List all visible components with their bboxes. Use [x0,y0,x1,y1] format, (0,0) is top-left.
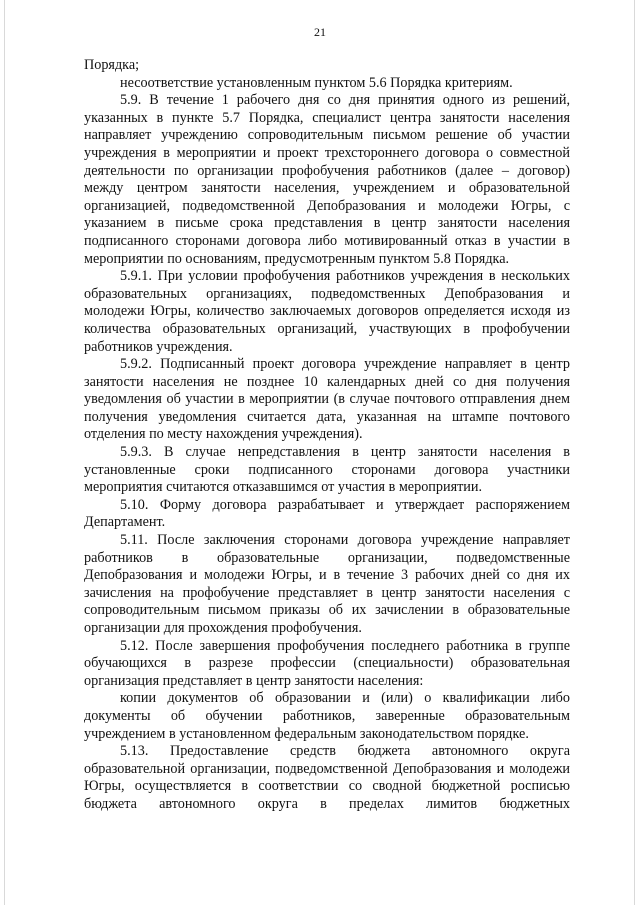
paragraph: 5.12. После завершения профобучения последнего работника в группе обучающихся в разрезе профессии (специальности) образовательная организация представляет в центр занятости населения: [84,637,570,689]
paragraph: несоответствие установленным пунктом 5.6 Порядка критериям. [120,74,513,91]
scan-edge-right [634,0,635,905]
scan-edge-left [4,0,5,905]
paragraph: 5.9.2. Подписанный проект договора учреждение направляет в центр занятости населения не позднее 10 календарных дней со дня получения уведомления об участии в мероприятии (в случае почтового отправления днем получения уведомления считается дата, указанная на штампе почтового отделения по месту нахождения учреждения). [84,356,570,443]
paragraph: 5.9.1. При условии профобучения работников учреждения в нескольких образовательных организациях, подведомственных Депобразования и молодежи Югры, количество заключаемых договоров определяется исходя из количества образовательных организаций, участвующих в профобучении работников учреждения. [84,268,570,355]
paragraph: Порядка; [84,57,140,73]
paragraph: 5.11. После заключения сторонами договора учреждение направляет работников в образовательные организации, подведомственные Депобразования и молодежи Югры, и в течение 3 рабочих дней со дня их зачисления на профобучение представляет в центр занятости населения с сопроводительным письмом приказы об их зачислении в образовательные организации для прохождения профобучения. [84,532,570,636]
paragraph: 5.9.3. В случае непредставления в центр занятости населения в установленные сроки подписанного сторонами договора участники мероприятия считаются отказавшимся от участия в мероприятии. [84,444,570,496]
page-number: 21 [314,25,326,39]
paragraph: копии документов об образовании и (или) о квалификации либо документы об обучении работников, заверенные образовательным учреждением в установленном федеральным законодательством порядке. [84,690,570,742]
paragraph: 5.13. Предоставление средств бюджета автономного округа образовательной организации, подведомственной Депобразования и молодежи Югры, осуществляется в соответствии со сводной бюджетной росписью бюджета автономного округа в пределах лимитов бюджетных [84,743,570,812]
paragraph: 5.9. В течение 1 рабочего дня со дня принятия одного из решений, указанных в пункте 5.7 Порядка, специалист центра занятости населения направляет учреждению сопроводительным письмом решение об участии учреждения в мероприятии и проект трехстороннего договора о совместной деятельности по организации профобучения работников (далее – договор) между центром занятости населения, учреждением и образовательной организацией, подведомственной Депобразования и молодежи Югры, с указанием в письме срока представления в центр занятости населения подписанного сторонами договора либо мотивированный отказ в участии в мероприятии по основаниям, предусмотренным пунктом 5.8 Порядка. [84,92,570,267]
paragraph: 5.10. Форму договора разрабатывает и утверждает распоряжением Департамент. [84,496,570,531]
document-body [84,57,570,814]
